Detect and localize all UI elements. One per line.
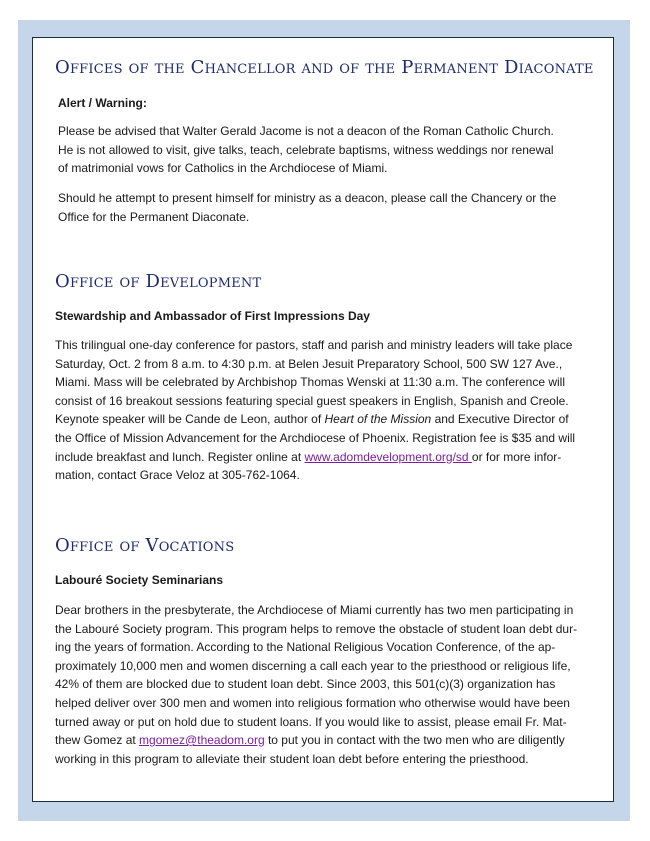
alert-paragraph-2 <box>58 189 618 226</box>
alert-paragraph-1 <box>58 122 618 178</box>
text-line: turned away or put on hold due to student loans. If you would like to assist, please email Fr. Mat- <box>55 714 567 729</box>
text-line: proximately 10,000 men and women discerning a call each year to the priesthood or religious life, <box>55 658 571 673</box>
text-line: mation, contact Grace Veloz at 305-762-1064. <box>55 468 300 483</box>
development-paragraph <box>55 336 615 485</box>
text-line: consist of 16 breakout sessions featuring special guest speakers in English, Spanish and Creole. <box>55 393 569 408</box>
text-line: ing the years of formation. According to the National Religious Vocation Conference, of the ap- <box>55 640 556 655</box>
vocations-heading: Office of Vocations <box>55 535 235 556</box>
text-segment: thew Gomez at <box>55 733 140 748</box>
book-title: Heart of the Mission <box>324 412 432 427</box>
text-line <box>55 410 615 429</box>
text-line: helped deliver over 300 men and women into religious formation who otherwise would have been <box>55 695 570 710</box>
text-line: Dear brothers in the presbyterate, the Archdiocese of Miami currently has two men participating in <box>55 603 574 617</box>
vocations-subheading: Labouré Society Seminarians <box>55 573 224 587</box>
registration-link[interactable]: www.adomdevelopment.org/sd <box>304 449 472 464</box>
text-line: 42% of them are blocked due to student loan debt. Since 2003, this 501(c)(3) organization has <box>55 677 556 692</box>
text-segment: and Executive Director of <box>431 412 569 427</box>
chancellor-heading: Offices of the Chancellor and of the Permanent Diaconate <box>55 57 594 78</box>
text-line: Office for the Permanent Diaconate. <box>58 209 250 224</box>
text-line: the Labouré Society program. This program helps to remove the obstacle of student loan debt dur- <box>55 621 578 636</box>
text-segment: Keynote speaker will be Cande de Leon, author of <box>55 412 325 427</box>
development-subheading: Stewardship and Ambassador of First Impressions Day <box>55 309 370 323</box>
text-segment: to put you in contact with the two men who are diligently <box>264 733 565 748</box>
text-line <box>55 448 615 467</box>
text-line: Please be advised that Walter Gerald Jacome is not a deacon of the Roman Catholic Church. <box>58 124 554 138</box>
text-line <box>55 731 615 750</box>
text-line: He is not allowed to visit, give talks, teach, celebrate baptisms, witness weddings nor renewal <box>58 142 554 157</box>
text-line: Should he attempt to present himself for ministry as a deacon, please call the Chancery or the <box>58 191 557 205</box>
text-line: This trilingual one-day conference for pastors, staff and parish and ministry leaders will take place <box>55 338 573 352</box>
text-segment: include breakfast and lunch. Register online at <box>55 449 305 464</box>
text-line: of matrimonial vows for Catholics in the Archdiocese of Miami. <box>58 161 388 176</box>
email-link[interactable]: mgomez@theadom.org <box>139 733 265 748</box>
vocations-paragraph <box>55 601 615 768</box>
text-line: Saturday, Oct. 2 from 8 a.m. to 4:30 p.m. at Belen Jesuit Preparatory School, 500 SW 127 Ave., <box>55 356 563 371</box>
development-heading: Office of Development <box>55 271 262 292</box>
text-line: working in this program to alleviate their student loan debt before entering the priesthood. <box>55 751 529 766</box>
alert-subheading: Alert / Warning: <box>58 96 147 110</box>
text-line: the Office of Mission Advancement for the Archdiocese of Phoenix. Registration fee is $35 and will <box>55 430 576 445</box>
text-line: Miami. Mass will be celebrated by Archbishop Thomas Wenski at 11:30 a.m. The conference will <box>55 375 566 390</box>
text-segment: or for more infor- <box>471 449 562 464</box>
